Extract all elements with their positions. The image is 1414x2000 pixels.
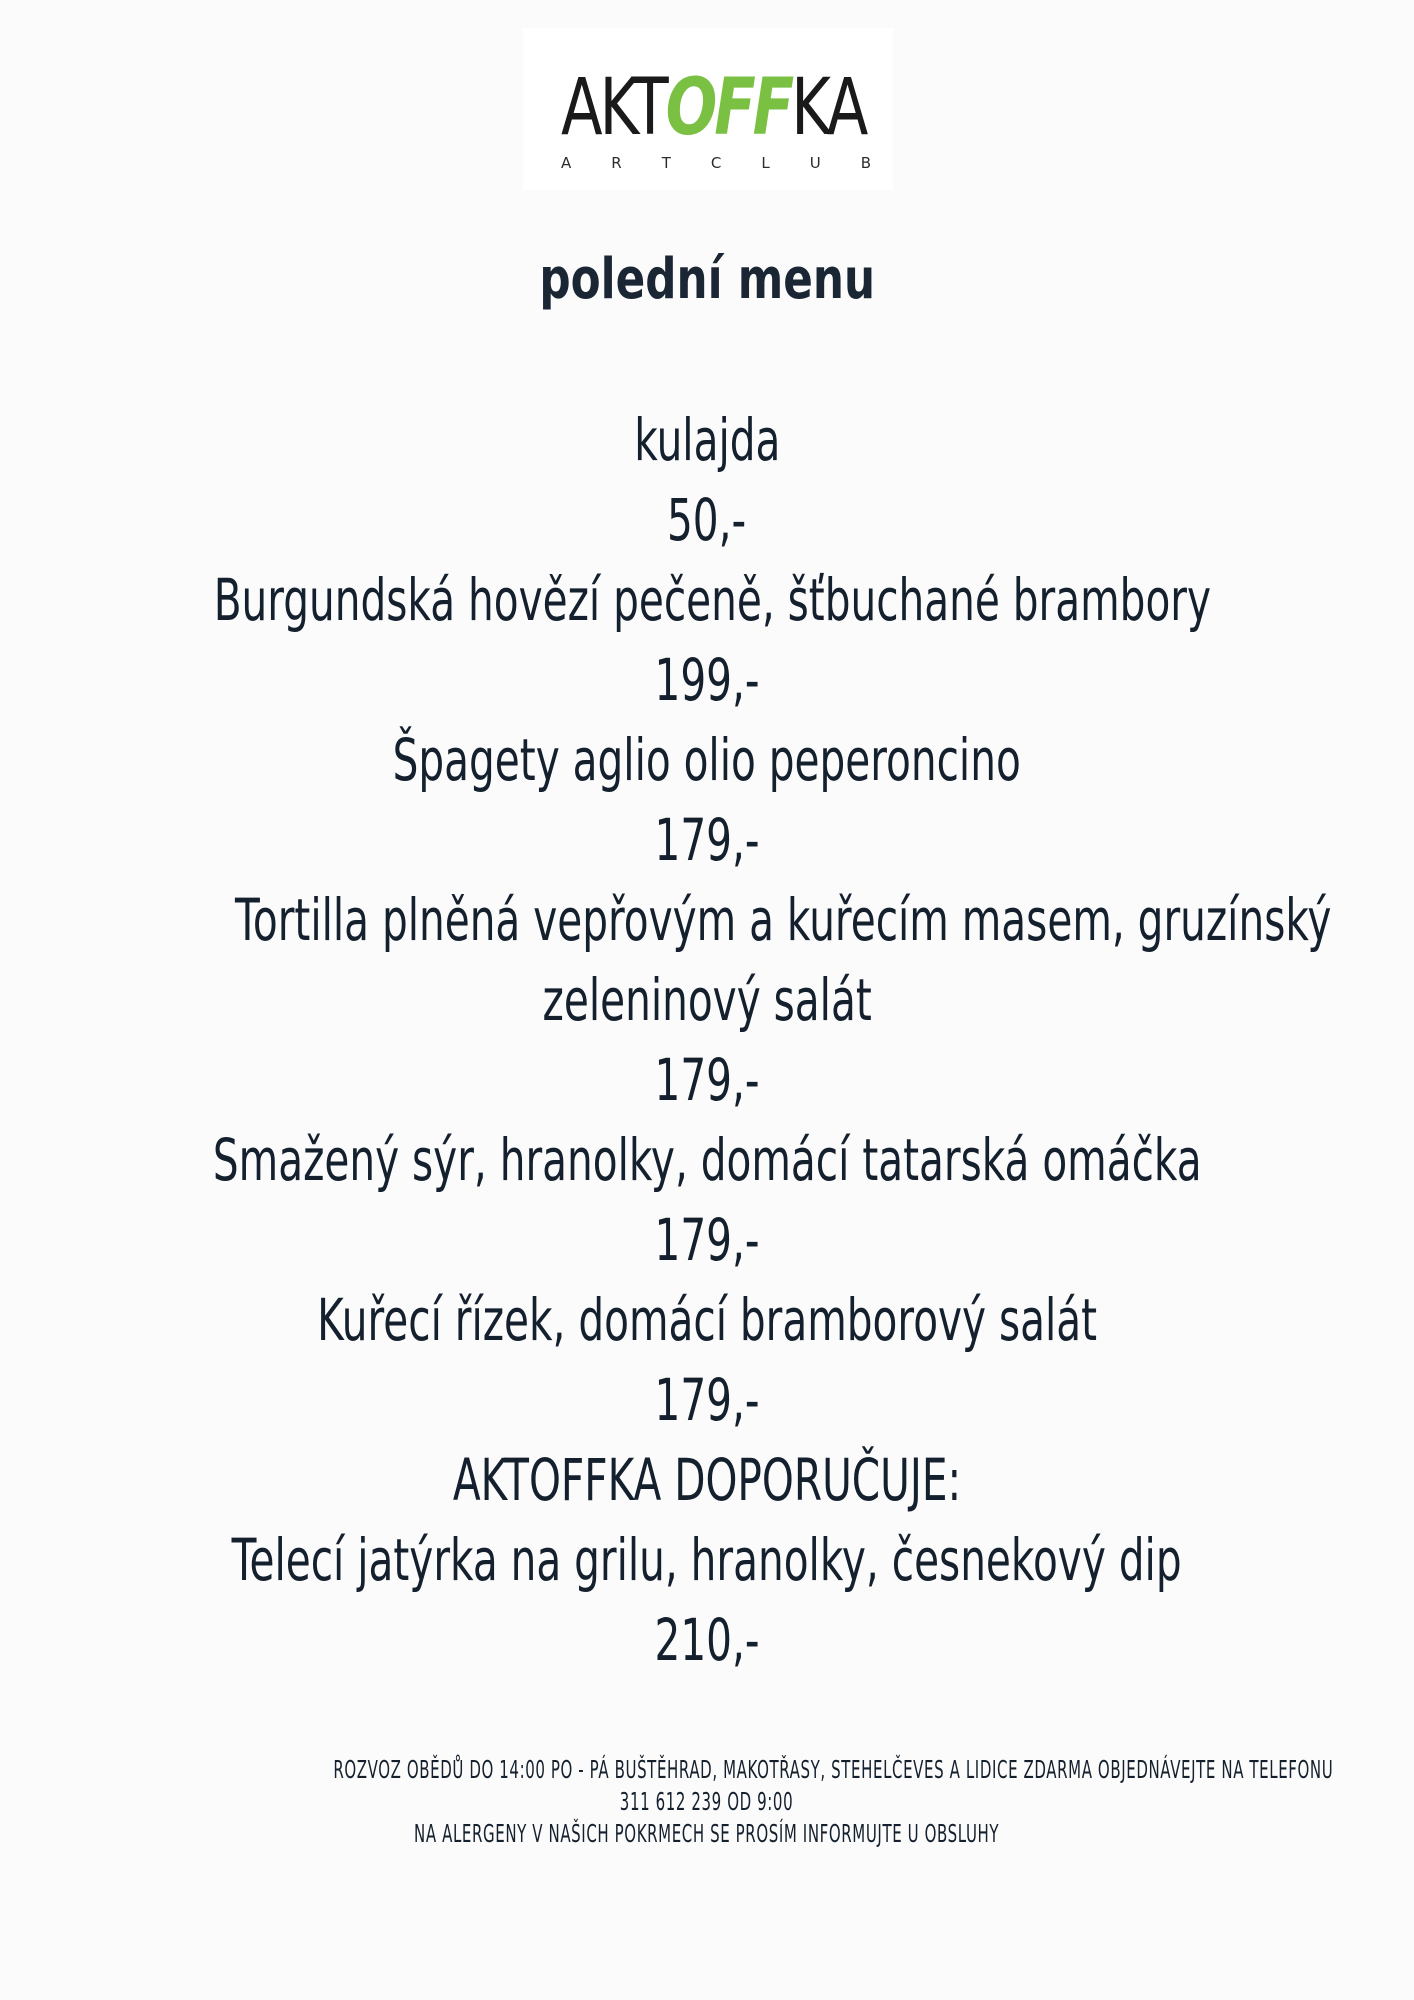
menu-price: 210,- — [654, 1606, 760, 1674]
aktoffka-logo — [523, 28, 893, 190]
menu-price: 199,- — [654, 646, 760, 714]
menu-item: Smažený sýr, hranolky, domácí tatarská omáčka — [212, 1126, 1202, 1194]
footer-delivery-line: ROZVOZ OBĚDŮ DO 14:00 PO - PÁ BUŠTĚHRAD, MAKOTŘASY, STEHELČEVES A LIDICE ZDARMA OBJEDNÁVEJTE NA TELEFONU — [333, 1755, 1334, 1784]
logo-subtitle-letter: L — [761, 154, 770, 172]
logo-subtitle-letter: T — [661, 154, 671, 172]
footer-phone-line: 311 612 239 OD 9:00 — [620, 1787, 794, 1816]
logo-wordmark — [561, 58, 865, 158]
page-title: polední menu — [539, 247, 875, 312]
menu-item: Špagety aglio olio peperoncino — [392, 726, 1022, 794]
menu-item: Telecí jatýrka na grilu, hranolky, česnekový dip — [231, 1526, 1183, 1594]
logo-subtitle-letter: U — [809, 154, 821, 172]
recommendation-heading: AKTOFFKA DOPORUČUJE: — [452, 1446, 962, 1514]
menu-list — [0, 400, 1414, 1680]
footer-info — [0, 1754, 1414, 1850]
menu-price: 179,- — [654, 1366, 760, 1434]
menu-item-continued: zeleninový salát — [542, 966, 872, 1034]
menu-price: 179,- — [654, 1206, 760, 1274]
logo-word-right: KA — [791, 63, 866, 153]
menu-item: Tortilla plněná vepřovým a kuřecím masem, gruzínský — [234, 886, 1332, 954]
menu-price: 50,- — [667, 486, 747, 554]
menu-price: 179,- — [654, 806, 760, 874]
logo-subtitle-letter: A — [561, 154, 572, 172]
menu-item: Kuřecí řízek, domácí bramborový salát — [317, 1286, 1097, 1354]
menu-item: kulajda — [633, 406, 781, 474]
logo-subtitle — [561, 153, 871, 173]
menu-item: Burgundská hovězí pečeně, šťbuchané brambory — [213, 566, 1212, 634]
logo-word-left: AKT — [561, 63, 666, 153]
menu-price: 179,- — [654, 1046, 760, 1114]
logo-subtitle-letter: R — [611, 154, 622, 172]
logo-word-off: OFF — [665, 63, 792, 153]
logo-subtitle-letter: B — [860, 154, 871, 172]
logo-subtitle-letter: C — [710, 154, 722, 172]
footer-allergens-line: NA ALERGENY V NAŠICH POKRMECH SE PROSÍM INFORMUJTE U OBSLUHY — [414, 1819, 1000, 1848]
